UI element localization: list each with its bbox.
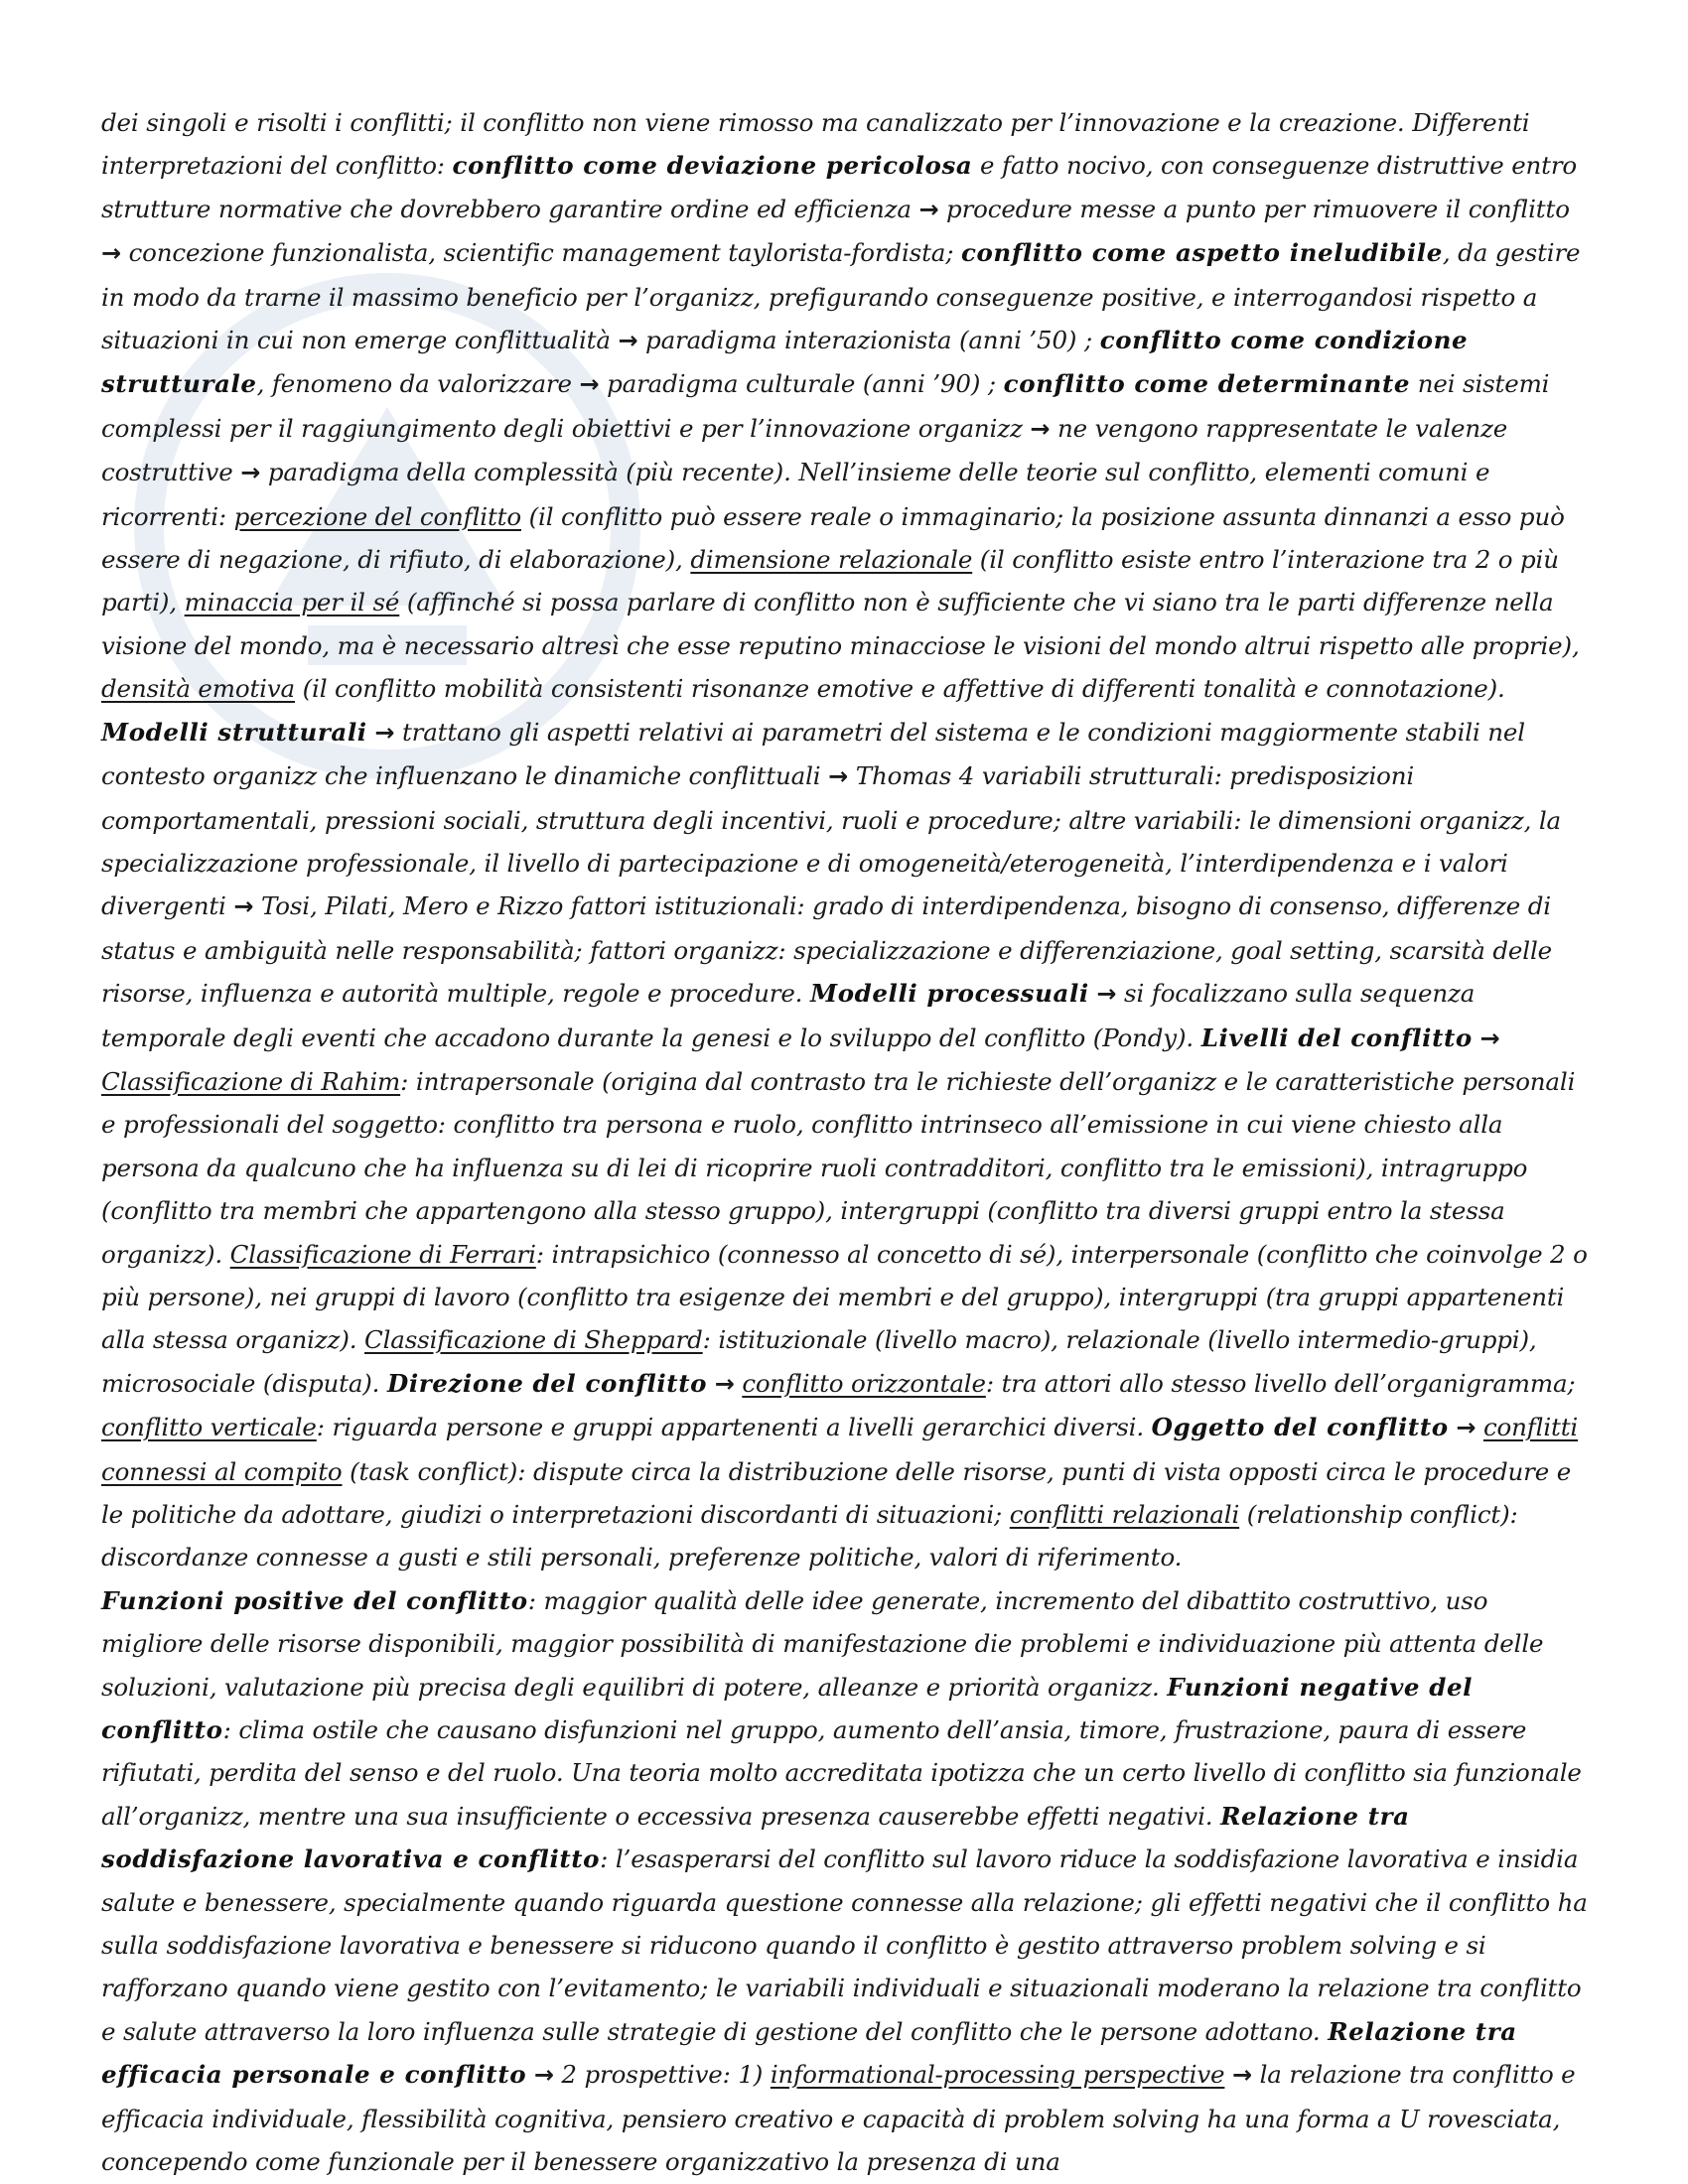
arrow-icon: → bbox=[233, 892, 254, 921]
body-text: e fatto nocivo, con conseguenze distruttive entro strutture normative che dovrebbero garantire ordine ed efficienza bbox=[101, 151, 1578, 223]
body-text: : intrapsichico (connesso al concetto di sé), interpersonale (conflitto che coinvolge 2 o più persone), nei gruppi di lavoro (conflitto tra esigenze dei membri e del gruppo), intergruppi (tra gruppi appartenenti alla stessa organizz). bbox=[101, 1239, 1588, 1355]
body-text: : intrapersonale (origina dal contrasto tra le richieste dell’organizz e le caratteristiche personali e professionali del soggetto: conflitto tra persona e ruolo, conflitto intrinseco all’emissione in cui viene chiesto alla persona da qualcuno che ha influenza su di lei di ricoprire ruoli contradditori, conflitto tra le emissioni), intragruppo (conflitto tra membri che appartengono alla stesso gruppo), intergruppi (conflitto tra diversi gruppi entro la stessa organizz). bbox=[101, 1066, 1576, 1269]
body-text: paradigma interazionista (anni ’50) ; bbox=[637, 326, 1100, 355]
section-heading: Oggetto del conflitto bbox=[1151, 1413, 1449, 1442]
body-text bbox=[526, 2060, 534, 2089]
underlined-term: Classificazione di Rahim bbox=[101, 1066, 401, 1096]
body-text: , fenomeno da valorizzare bbox=[256, 369, 580, 399]
paragraph-modelli-livelli-conflitto bbox=[101, 711, 1589, 1579]
underlined-term: conflitto orizzontale bbox=[742, 1368, 986, 1398]
body-text: (task conflict): dispute circa la distribuzione delle risorse, punti di vista opposti circa le procedure e le politiche da adottare, giudizi o interpretazioni discordanti di situazioni; bbox=[101, 1456, 1572, 1529]
section-heading: Direzione del conflitto bbox=[386, 1368, 708, 1398]
section-heading: conflitto come deviazione pericolosa bbox=[452, 151, 973, 181]
arrow-icon: → bbox=[714, 1369, 735, 1398]
body-text: ne vengono rappresentate le valenze costruttive bbox=[101, 413, 1508, 487]
section-heading: Funzioni positive del conflitto bbox=[101, 1585, 528, 1615]
body-text: si focalizzano sulla sequenza temporale degli eventi che accadono durante la genesi e lo sviluppo del conflitto (Pondy). bbox=[101, 979, 1476, 1052]
body-text: nei sistemi complessi per il raggiungimento degli obiettivi e per l’innovazione organizz bbox=[101, 369, 1550, 443]
section-heading: conflitto come determinante bbox=[1003, 369, 1411, 399]
body-text: procedure messe a punto per rimuovere il conflitto bbox=[938, 194, 1570, 223]
section-heading: conflitto come condizione strutturale bbox=[101, 326, 1469, 399]
underlined-term: minaccia per il sé bbox=[184, 588, 400, 617]
body-text: : l’esasperarsi del conflitto sul lavoro riduce la soddisfazione lavorativa e insidia salute e benessere, specialmente quando riguarda questione connesse alla relazione; gli effetti negativi che il conflitto ha sulla soddisfazione lavorativa e benessere si riducono quando il conflitto è gestito attraverso problem solving e si rafforzano quando viene gestito con l’evitamento; le variabili individuali e situazionali moderano la relazione tra conflitto e salute attraverso la loro influenza sulle strategie di gestione del conflitto che le persone adottano. bbox=[101, 1844, 1588, 2046]
section-heading: Funzioni negative del conflitto bbox=[101, 1672, 1474, 1745]
body-text bbox=[1476, 1413, 1483, 1441]
body-text: (relationship conflict): discordanze connesse a gusti e stili personali, preferenze politiche, valori di riferimento. bbox=[101, 1500, 1518, 1572]
body-text bbox=[1224, 2060, 1232, 2089]
paragraph-interpretazioni-conflitto bbox=[101, 101, 1589, 711]
underlined-term: dimensione relazionale bbox=[690, 545, 973, 575]
section-heading: Relazione tra soddisfazione lavorativa e conflitto bbox=[101, 1801, 1410, 1874]
body-text: paradigma culturale (anni ’90) ; bbox=[599, 369, 1004, 399]
body-text: paradigma della complessità (più recente). Nell’insieme delle teorie sul conflitto, elementi comuni e ricorrenti: bbox=[101, 458, 1490, 531]
body-text: : clima ostile che causano disfunzioni nel gruppo, aumento dell’ansia, timore, frustrazione, paura di essere rifiutati, perdita del senso e del ruolo. Una teoria molto accreditata ipotizza che un certo livello di conflitto sia funzionale all’organizz, mentre una sua insufficiente o eccessiva presenza causerebbe effetti negativi. bbox=[101, 1715, 1582, 1831]
underlined-term: Classificazione di Ferrari bbox=[229, 1239, 536, 1269]
section-heading: Livelli del conflitto bbox=[1200, 1023, 1473, 1052]
underlined-term: conflitto verticale bbox=[101, 1413, 317, 1442]
arrow-icon: → bbox=[240, 459, 261, 487]
body-text: : riguarda persone e gruppi appartenenti a livelli gerarchici diversi. bbox=[316, 1413, 1152, 1442]
arrow-icon: → bbox=[918, 195, 939, 223]
arrow-icon: → bbox=[618, 327, 638, 355]
body-text: Tosi, Pilati, Mero e Rizzo fattori istituzionali: grado di interdipendenza, bisogno di consenso, differenze di status e ambiguità nelle responsabilità; fattori organizz: specializzazione e differenziazione, goal setting, scarsità delle risorse, influenza e autorità multiple, regole e procedure. bbox=[101, 891, 1552, 1009]
body-text: : tra attori allo stesso livello dell’organigramma; bbox=[985, 1368, 1576, 1398]
underlined-term: conflitti connessi al compito bbox=[101, 1413, 1579, 1486]
underlined-term: informational-processing perspective bbox=[770, 2060, 1225, 2090]
body-text: : istituzionale (livello macro), relazionale (livello intermedio-gruppi), microsociale (disputa). bbox=[101, 1325, 1537, 1398]
body-text: trattano gli aspetti relativi ai parametri del sistema e le condizioni maggiormente stabili nel contesto organizz che influenzano le dinamiche conflittuali bbox=[101, 717, 1525, 791]
body-text: (affinché si possa parlare di conflitto non è sufficiente che vi siano tra le parti differenze nella visione del mondo, ma è necessario altresì che esse reputino minacciose le visioni del mondo altrui rispetto alle proprie), bbox=[101, 588, 1580, 660]
arrow-icon: → bbox=[1456, 1414, 1477, 1442]
underlined-term: densità emotiva bbox=[101, 674, 295, 704]
document-page bbox=[101, 101, 1589, 2184]
underlined-term: percezione del conflitto bbox=[233, 501, 521, 531]
arrow-icon: → bbox=[579, 370, 600, 399]
section-heading: Modelli processuali bbox=[809, 979, 1089, 1009]
arrow-icon: → bbox=[533, 2061, 554, 2090]
body-text: (il conflitto può essere reale o immaginario; la posizione assunta dinnanzi a esso può essere di negazione, di rifiuto, di elaborazione), bbox=[101, 501, 1565, 575]
arrow-icon: → bbox=[1232, 2061, 1252, 2090]
arrow-icon: → bbox=[374, 718, 395, 747]
arrow-icon: → bbox=[1030, 414, 1051, 443]
body-text: , da gestire in modo da trarne il massimo beneficio per l’organizz, prefigurando conseguenze positive, e interrogandosi rispetto a situazioni in cui non emerge conflittualità bbox=[101, 238, 1581, 355]
body-text: Thomas 4 variabili strutturali: predisposizioni comportamentali, pressioni sociali, struttura degli incentivi, ruoli e procedure; altre variabili: le dimensioni organizz, la specializzazione professionale, il livello di partecipazione e di omogeneità/eterogeneità, l’interdipendenza e i valori divergenti bbox=[101, 761, 1561, 921]
body-text: la relazione tra conflitto e efficacia individuale, flessibilità cognitiva, pensiero creativo e capacità di problem solving ha una forma a U rovesciata, concependo come funzionale per il benessere organizzativo la presenza di una bbox=[101, 2060, 1576, 2177]
body-text: dei singoli e risolti i conflitti; il conflitto non viene rimosso ma canalizzato per l’innovazione e la creazione. Differenti interpretazioni del conflitto: bbox=[101, 108, 1530, 181]
section-heading: Modelli strutturali bbox=[101, 717, 367, 747]
section-heading: conflitto come aspetto ineludibile bbox=[960, 238, 1443, 268]
body-text: (il conflitto mobilità consistenti risonanze emotive e affettive di differenti tonalità e connotazione). bbox=[294, 674, 1505, 704]
arrow-icon: → bbox=[101, 239, 121, 268]
arrow-icon: → bbox=[1479, 1024, 1500, 1052]
body-text: (il conflitto esiste entro l’interazione tra 2 o più parti), bbox=[101, 545, 1559, 617]
arrow-icon: → bbox=[828, 762, 849, 791]
body-text bbox=[707, 1369, 715, 1398]
underlined-term: conflitti relazionali bbox=[1009, 1500, 1240, 1529]
body-text: 2 prospettive: 1) bbox=[553, 2060, 771, 2090]
body-text: : maggior qualità delle idee generate, incremento del dibattito costruttivo, uso migliore delle risorse disponibili, maggior possibilità di manifestazione die problemi e individuazione più attenta delle soluzioni, valutazione più precisa degli equilibri di potere, alleanze e priorità organizz. bbox=[101, 1585, 1544, 1702]
arrow-icon: → bbox=[1096, 980, 1117, 1009]
section-heading: Relazione tra efficacia personale e conflitto bbox=[101, 2016, 1517, 2090]
underlined-term: Classificazione di Sheppard bbox=[364, 1325, 703, 1355]
paragraph-funzioni-relazioni-conflitto bbox=[101, 1579, 1589, 2184]
body-text: concezione funzionalista, scientific management taylorista-fordista; bbox=[120, 238, 961, 268]
body-text bbox=[1473, 1024, 1480, 1052]
